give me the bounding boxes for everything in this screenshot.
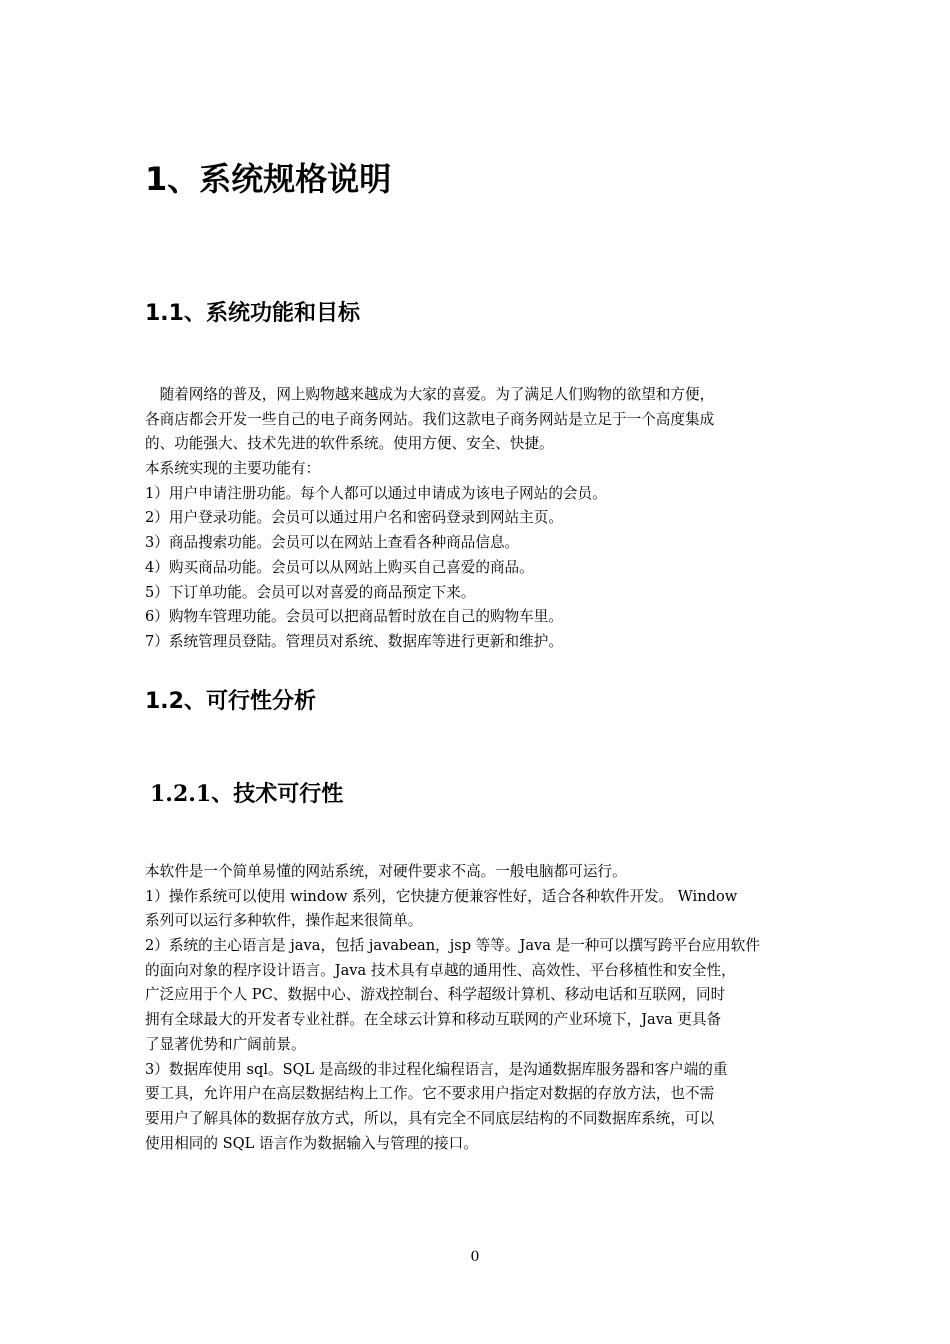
section-1-1-body (145, 383, 825, 655)
text-line: 3）数据库使用 sql。SQL 是高级的非过程化编程语言，是沟通数据库服务器和客户端的重 (145, 1060, 728, 1078)
list-item: 1）用户申请注册功能。每个人都可以通过申请成为该电子网站的会员。 (145, 484, 607, 502)
text-line: 各商店都会开发一些自己的电子商务网站。我们这款电子商务网站是立足于一个高度集成 (145, 410, 715, 428)
list-item: 5）下订单功能。会员可以对喜爱的商品预定下来。 (145, 583, 476, 601)
list-item: 2）用户登录功能。会员可以通过用户名和密码登录到网站主页。 (145, 509, 563, 527)
text-line: 拥有全球最大的开发者专业社群。在全球云计算和移动互联网的产业环境下，Java 更具备 (145, 1011, 722, 1029)
text-line: 了显著优势和广阔前景。 (145, 1035, 306, 1053)
text-line: 的、功能强大、技术先进的软件系统。使用方便、安全、快捷。 (145, 435, 554, 453)
text-line: 使用相同的 SQL 语言作为数据输入与管理的接口。 (145, 1134, 478, 1152)
section-1-2-1-title: 1.2.1、技术可行性 (150, 781, 344, 807)
list-item: 4）购买商品功能。会员可以从网站上购买自己喜爱的商品。 (145, 558, 534, 576)
heading-1: 1、系统规格说明 (145, 160, 392, 198)
text-line: 的面向对象的程序设计语言。Java 技术具有卓越的通用性、高效性、平台移植性和安全性， (145, 961, 736, 979)
section-1-2-title: 1.2、可行性分析 (145, 689, 316, 714)
list-item: 7）系统管理员登陆。管理员对系统、数据库等进行更新和维护。 (145, 632, 563, 650)
text-line: 本系统实现的主要功能有： (145, 460, 321, 478)
text-line: 要用户了解具体的数据存放方式，所以，具有完全不同底层结构的不同数据库系统，可以 (145, 1109, 715, 1127)
text-line: 系列可以运行多种软件，操作起来很简单。 (145, 912, 423, 930)
text-line: 2）系统的主心语言是 java，包括 javabean，jsp 等等。Java 是一种可以撰写跨平台应用软件 (145, 937, 760, 955)
text-line: 要工具，允许用户在高层数据结构上工作。它不要求用户指定对数据的存放方法，也不需 (145, 1085, 715, 1103)
text-line: 本软件是一个简单易懂的网站系统，对硬件要求不高。一般电脑都可运行。 (145, 863, 627, 880)
section-1-1-title: 1.1、系统功能和目标 (145, 301, 360, 326)
text-line: 随着网络的普及，网上购物越来越成为大家的喜爱。为了满足人们购物的欲望和方便， (145, 386, 715, 403)
list-item: 3）商品搜索功能。会员可以在网站上查看各种商品信息。 (145, 534, 520, 552)
page-number: 0 (470, 1249, 480, 1265)
list-item: 6）购物车管理功能。会员可以把商品暂时放在自己的购物车里。 (145, 608, 563, 626)
text-line: 1）操作系统可以使用 window 系列，它快捷方便兼容性好，适合各种软件开发。 Window (145, 887, 738, 905)
section-1-2-1-body (145, 860, 825, 1156)
text-line: 广泛应用于个人 PC、数据中心、游戏控制台、科学超级计算机、移动电话和互联网，同时 (145, 986, 726, 1004)
